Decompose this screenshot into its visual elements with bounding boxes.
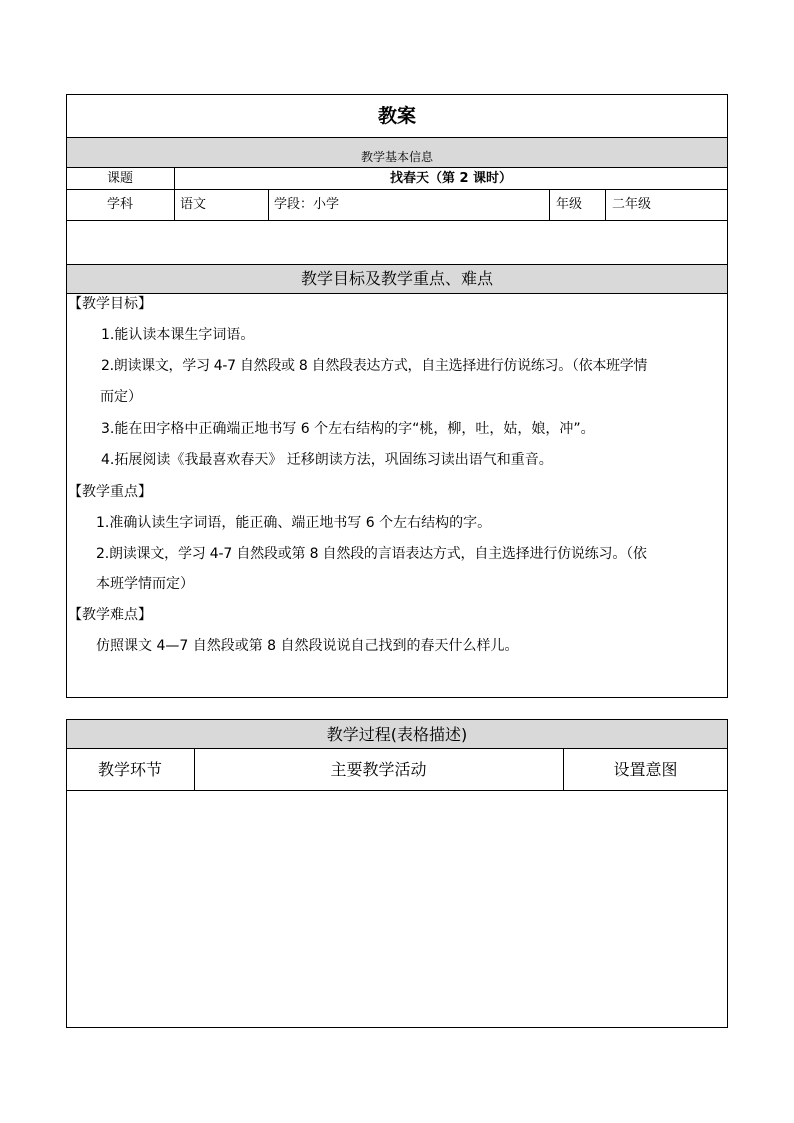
key-point-item: 2.朗读课文，学习 4-7 自然段或第 8 自然段的言语表达方式，自主选择进行仿说练习。（依 — [96, 546, 647, 562]
process-header: 教学过程(表格描述) — [326, 725, 468, 744]
doc-title: 教案 — [377, 105, 416, 127]
goal-item: 2.朗读课文，学习 4-7 自然段或 8 自然段表达方式，自主选择进行仿说练习。（依本班学情 — [101, 358, 648, 374]
goal-item: 4.拓展阅读《我最喜欢春天》 迁移朗读方法，巩固练习读出语气和重音。 — [101, 452, 553, 468]
col-design-intent: 设置意图 — [613, 760, 678, 779]
objectives-header: 教学目标及教学重点、难点 — [300, 269, 493, 288]
key-point-item-continued: 本班学情而定） — [96, 576, 194, 592]
stage-text: 学段：小学 — [274, 197, 340, 212]
goals-heading: 【教学目标】 — [68, 296, 152, 312]
goal-item: 1.能认读本课生字词语。 — [101, 327, 255, 343]
col-main-activity: 主要教学活动 — [330, 760, 427, 779]
grade-label: 年级 — [556, 197, 583, 212]
key-point-item: 1.准确认读生字词语，能正确、端正地书写 6 个左右结构的字。 — [96, 515, 492, 531]
topic-value: 找春天（第 2 课时） — [389, 171, 513, 186]
topic-label: 课题 — [106, 171, 133, 186]
subject-label: 学科 — [106, 197, 133, 212]
subject-value: 语文 — [180, 197, 207, 212]
key-points-heading: 【教学重点】 — [68, 484, 152, 500]
basic-info-header: 教学基本信息 — [360, 150, 433, 164]
goal-item: 3.能在田字格中正确端正地书写 6 个左右结构的字“桃，柳，吐，姑，娘，冲”。 — [101, 421, 595, 437]
col-teaching-stage: 教学环节 — [97, 760, 162, 779]
grade-value: 二年级 — [612, 197, 652, 212]
difficulty-heading: 【教学难点】 — [68, 607, 152, 623]
difficulty-item: 仿照课文 4—7 自然段或第 8 自然段说说自己找到的春天什么样儿。 — [96, 638, 519, 654]
goal-item-continued: 而定） — [100, 389, 142, 405]
